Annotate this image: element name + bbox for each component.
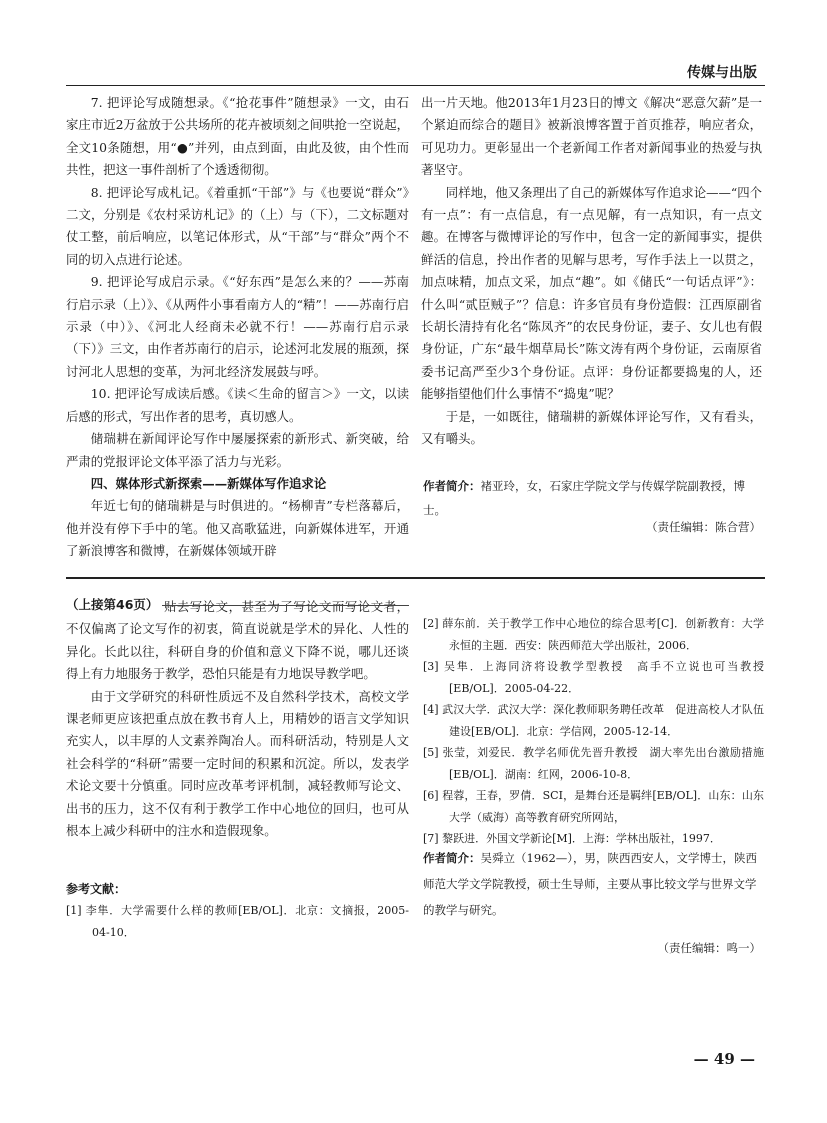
continued-from-label: （上接第46页） bbox=[66, 595, 162, 613]
references-list-left bbox=[66, 900, 409, 943]
reference-item: [1] 李隼．大学需要什么样的教师[EB/OL]．北京：文摘报，2005-04-10． bbox=[66, 904, 409, 939]
author-bio-label: 作者简介： bbox=[423, 851, 481, 865]
reference-item: [3] 吴隼．上海同济将设教学型教授 高手不立说也可当教授[EB/OL]．2005-04-22． bbox=[423, 660, 764, 695]
paragraph: 10. 把评论写成读后感。《读＜生命的留言＞》一文，以读后感的形式，写出作者的思考，真切感人。 bbox=[66, 386, 409, 424]
paragraph: 7. 把评论写成随想录。《“抢花事件”随想录》一文，由石家庄市近2万盆放于公共场所的花卉被顷刻之间哄抢一空说起，全文10条随想，用“●”并列，由点到面，由此及彼，由个性而共性，把这一事件剖析了个透透彻彻。 bbox=[66, 95, 409, 178]
paragraph: 8. 把评论写成札记。《着重抓“干部”》与《也要说“群众”》二文，分别是《农村采访札记》的（上）与（下），二文标题对仗工整，前后响应，以笔记体形式，从“干部”与“群众”两个不同的切入点进行论述。 bbox=[66, 184, 409, 267]
reference-item: [2] 薛东前．关于教学工作中心地位的综合思考[C]．创新教育：大学永恒的主题．西安：陕西师范大学出版社，2006． bbox=[423, 617, 764, 652]
references-heading: 参考文献： bbox=[66, 882, 127, 896]
page-number: — 49 — bbox=[693, 1050, 755, 1068]
author-bio-label: 作者简介： bbox=[423, 479, 481, 493]
reference-item: [7] 黎跃进．外国文学新论[M]．上海：学林出版社，1997． bbox=[423, 832, 721, 845]
paragraph: 同样地，他又条理出了自己的新媒体写作追求论——“四个有一点”：有一点信息，有一点见解，有一点知识，有一点文趣。在博客与微博评论的写作中，包含一定的新闻事实，提供鲜活的信息，拎出作者的见解与思考，写作手法上一以贯之，加点味精，加点文采，加点“趣”。如《储氏“一句话点评”》：什么叫“贰臣贼子”？信息：许多官员有身份造假：江西原副省长胡长清持有化名“陈凤齐”的农民身份证，妻子、女儿也有假身份证，广东“最牛烟草局长”陈文涛有两个身份证，云南原省委书记高严至少3个身份证。点评：身份证都要捣鬼的人，还能够指望他们什么事情不“捣鬼”呢？ bbox=[421, 184, 762, 402]
references-list-right bbox=[423, 613, 764, 850]
paragraph: 于是，一如既往，储瑞耕的新媒体评论写作，又有看头，又有嚼头。 bbox=[421, 408, 762, 447]
section-divider bbox=[66, 577, 765, 579]
author-bio bbox=[423, 845, 763, 923]
reference-item: [5] 张莹，刘爱民．教学名师优先晋升教授 湖大率先出台激励措施[EB/OL]．湖南：红网，2006-10-8． bbox=[423, 746, 764, 781]
reference-item: [6] 程蓉，王春，罗倩．SCI，是舞台还是羁绊[EB/OL]．山东：山东大学（威海）高等教育研究所网站， bbox=[423, 789, 764, 824]
editor-credit: （责任编辑：陈合营） bbox=[646, 520, 761, 534]
paragraph: 储瑞耕在新闻评论写作中屡屡探索的新形式、新突破，给严肃的党报评论文体平添了活力与光彩。 bbox=[66, 431, 409, 469]
editor-credit: （责任编辑：鸣一） bbox=[657, 941, 761, 955]
paragraph: 出一片天地。他2013年1月23日的博文《解决“恶意欠薪”是一个紧迫而综合的题目》被新浪博客置于首页推荐，响应者众，可见功力。更彰显出一个老新闻工作者对新闻事业的热爱与执著坚守。 bbox=[421, 95, 762, 178]
paragraph: 由于文学研究的科研性质远不及自然科学技术，高校文学课老师更应该把重点放在教书育人上，用精妙的语言文学知识充实人，以丰厚的人文素养陶冶人。而科研活动，特别是人文社会科学的“科研”需要一定时间的积累和沉淀。所以，发表学术论文要十分慎重。同时应改革考评机制，减轻教师写论文、出书的压力，这不仅有利于教学工作中心地位的回归，也可从根本上减少科研中的注水和造假现象。 bbox=[66, 688, 409, 839]
paragraph: 年近七旬的储瑞耕是与时俱进的。“杨柳青”专栏落幕后，他并没有停下手中的笔。他又高歌猛进，向新媒体进军，开通了新浪博客和微博，在新媒体领域开辟 bbox=[66, 498, 409, 559]
continued-rule bbox=[160, 605, 409, 606]
article1-column-right bbox=[421, 92, 762, 452]
section-heading: 四、媒体形式新探索——新媒体写作追求论 bbox=[90, 475, 327, 491]
author-bio-text: 吴舜立（1962—），男，陕西西安人，文学博士，陕西师范大学文学院教授，硕士生导师，主要从事比较文学与世界文学的教学与研究。 bbox=[423, 851, 758, 917]
author-bio-text: 褚亚玲，女，石家庄学院文学与传媒学院副教授，博士。 bbox=[423, 479, 745, 517]
reference-item: [4] 武汉大学．武汉大学：深化教师职务聘任改革 促进高校人才队伍建设[EB/OL]．北京：学信网，2005-12-14． bbox=[423, 703, 764, 738]
paragraph: 贴去写论文，甚至为了写论文而写论文者，不仅偏离了论文写作的初衷，简直说就是学术的异化、人性的异化。长此以往，科研自身的价值和意义下降不说，哪儿还谈得上有力地服务于教学，恐怕只能是有力地误导教学吧。 bbox=[66, 599, 409, 682]
article1-column-left bbox=[66, 92, 409, 570]
article2-column-left bbox=[66, 596, 409, 876]
journal-title: 传媒与出版 bbox=[687, 65, 757, 81]
header-rule bbox=[66, 85, 765, 86]
paragraph: 9. 把评论写成启示录。《“好东西”是怎么来的？——苏南行启示录（上）》、《从两件小事看南方人的“精”！——苏南行启示录（中）》、《河北人经商未必就不行！——苏南行启示录（下）》三文，由作者苏南行的启示，论述河北发展的瓶颈，探讨河北人思想的变革，为河北经济发展鼓与呼。 bbox=[66, 274, 409, 379]
author-bio bbox=[423, 474, 763, 522]
